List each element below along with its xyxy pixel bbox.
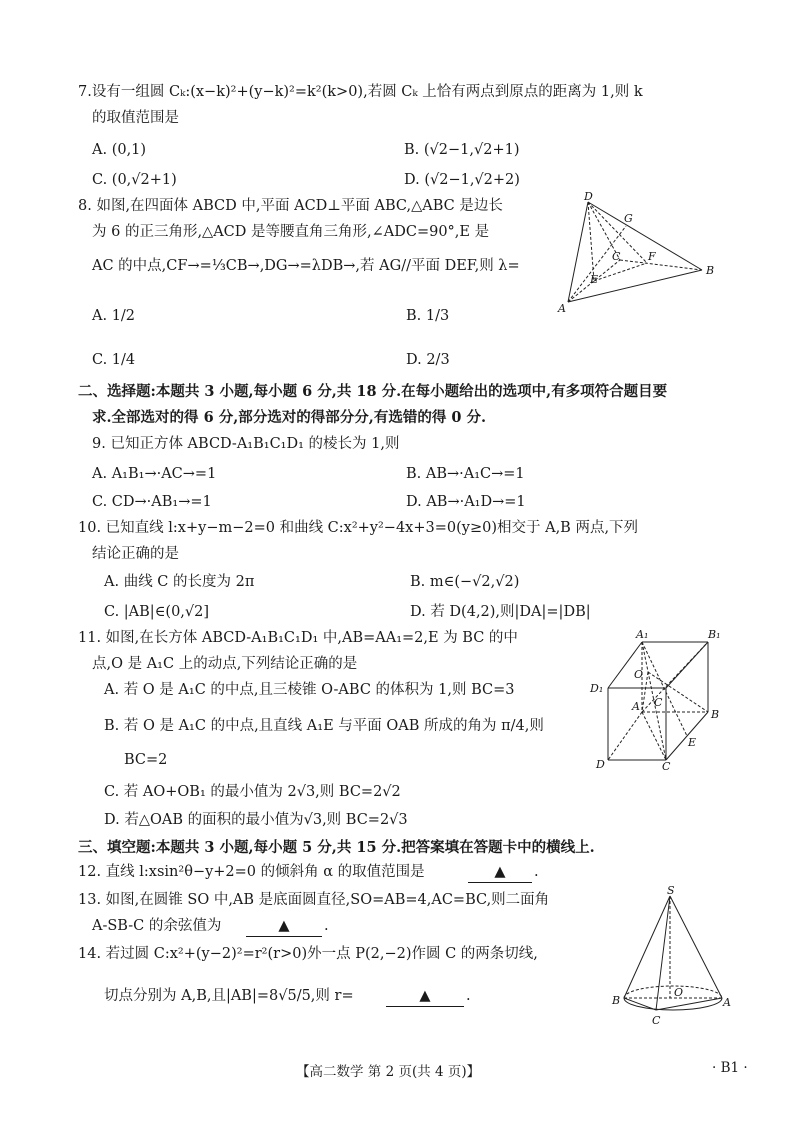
edge-db: [588, 202, 702, 270]
q7-option-c: C. (0,√2+1): [92, 172, 177, 188]
label-b: B: [706, 264, 715, 277]
q10-stem-line1: 10. 已知直线 l:x+y−m−2=0 和曲线 C:x²+y²−4x+3=0(y≥0)相交于 A,B 两点,下列: [78, 520, 639, 536]
page-footer: 【高二数学 第 2 页(共 4 页)】: [296, 1064, 481, 1080]
q8-stem-line2: 为 6 的正三角形,△ACD 是等腰直角三角形,∠ADC=90°,E 是: [92, 224, 490, 240]
label-s: S: [667, 884, 675, 897]
q11-stem-line1: 11. 如图,在长方体 ABCD-A₁B₁C₁D₁ 中,AB=AA₁=2,E 为 BC 的中: [78, 630, 518, 646]
q13-answer-blank[interactable]: ▲: [246, 916, 322, 937]
q7-option-b: B. (√2−1,√2+1): [404, 142, 520, 158]
label-b: B: [612, 994, 621, 1007]
label-c: C: [612, 250, 621, 263]
label-d: D: [584, 190, 593, 203]
q13-stem-line1: 13. 如图,在圆锥 SO 中,AB 是底面圆直径,SO=AB=4,AC=BC,则二面角: [78, 892, 550, 908]
q14-answer-blank[interactable]: ▲: [386, 986, 464, 1007]
label-o: O: [674, 986, 684, 999]
q11-option-b-line2: BC=2: [124, 752, 168, 768]
q9-option-b: B. AB→·A₁C→=1: [406, 466, 525, 482]
q8-option-d: D. 2/3: [406, 352, 450, 368]
q7-stem-line2: 的取值范围是: [92, 110, 179, 126]
q13-period: .: [324, 918, 329, 934]
q14-period: .: [466, 988, 471, 1004]
label-d1: D₁: [590, 682, 604, 695]
q9-option-c: C. CD→·AB₁→=1: [92, 494, 212, 510]
q11-option-b-line1: B. 若 O 是 A₁C 的中点,且直线 A₁E 与平面 OAB 所成的角为 π/4,则: [104, 718, 544, 734]
q9-option-d: D. AB→·A₁D→=1: [406, 494, 526, 510]
q12-stem: 12. 直线 l:xsin²θ−y+2=0 的倾斜角 α 的取值范围是: [78, 864, 425, 880]
q10-option-a: A. 曲线 C 的长度为 2π: [104, 574, 255, 590]
label-e: E: [688, 736, 697, 749]
label-g: G: [624, 212, 633, 225]
q10-option-c: C. |AB|∈(0,√2]: [104, 604, 210, 620]
q10-option-b: B. m∈(−√2,√2): [410, 574, 520, 590]
label-c1: C: [654, 696, 663, 709]
q7-option-a: A. (0,1): [92, 142, 147, 158]
q14-stem-line1: 14. 若过圆 C:x²+(y−2)²=r²(r>0)外一点 P(2,−2)作圆 C 的两条切线,: [78, 946, 538, 962]
edge-da: [568, 202, 588, 302]
label-b: B: [711, 708, 720, 721]
label-a: A: [632, 700, 640, 713]
q10-stem-line2: 结论正确的是: [92, 546, 179, 562]
label-a1: A₁: [636, 628, 649, 641]
q8-option-c: C. 1/4: [92, 352, 136, 368]
q12-period: .: [534, 864, 539, 880]
label-c: C: [662, 760, 671, 772]
tetrahedron-figure: [550, 190, 720, 320]
q7-option-d: D. (√2−1,√2+2): [404, 172, 520, 188]
q8-option-a: A. 1/2: [92, 308, 136, 324]
label-e: E: [590, 273, 599, 286]
segment-ef: [594, 263, 647, 281]
q9-stem: 9. 已知正方体 ABCD-A₁B₁C₁D₁ 的棱长为 1,则: [92, 436, 400, 452]
q12-answer-blank[interactable]: ▲: [468, 862, 532, 883]
section2-heading-line2: 求.全部选对的得 6 分,部分选对的得部分分,有选错的得 0 分.: [92, 409, 487, 426]
label-c: C: [652, 1014, 661, 1027]
label-o: O: [634, 668, 644, 681]
q11-option-c: C. 若 AO+OB₁ 的最小值为 2√3,则 BC=2√2: [104, 784, 401, 800]
cone-figure: [610, 884, 740, 1034]
label-b1: B₁: [708, 628, 721, 641]
q14-stem-line2: 切点分别为 A,B,且|AB|=8√5/5,则 r=: [104, 988, 354, 1004]
q10-option-d: D. 若 D(4,2),则|DA|=|DB|: [410, 604, 591, 620]
q11-option-a: A. 若 O 是 A₁C 的中点,且三棱锥 O-ABC 的体积为 1,则 BC=3: [104, 682, 515, 698]
q7-stem-line1: 7.设有一组圆 Cₖ:(x−k)²+(y−k)²=k²(k>0),若圆 Cₖ 上恰有两点到原点的距离为 1,则 k: [78, 84, 643, 100]
section3-heading: 三、填空题:本题共 3 小题,每小题 5 分,共 15 分.把答案填在答题卡中的横线上.: [78, 839, 595, 856]
label-a: A: [723, 996, 731, 1009]
section2-heading-line1: 二、选择题:本题共 3 小题,每小题 6 分,共 18 分.在每小题给出的选项中,有多项符合题目要: [78, 383, 668, 400]
label-d: D: [596, 758, 605, 771]
q11-option-d: D. 若△OAB 的面积的最小值为√3,则 BC=2√3: [104, 812, 408, 828]
q11-stem-line2: 点,O 是 A₁C 上的动点,下列结论正确的是: [92, 656, 358, 672]
label-f: F: [648, 250, 656, 263]
page-code: · B1 ·: [712, 1060, 748, 1076]
cuboid-figure: [586, 626, 732, 772]
q8-stem-line3: AC 的中点,CF→=⅓CB→,DG→=λDB→,若 AG//平面 DEF,则 λ=: [92, 258, 520, 274]
q9-option-a: A. A₁B₁→·AC→=1: [92, 466, 217, 482]
q8-option-b: B. 1/3: [406, 308, 450, 324]
q8-stem-line1: 8. 如图,在四面体 ABCD 中,平面 ACD⊥平面 ABC,△ABC 是边长: [78, 198, 503, 214]
label-a: A: [558, 302, 566, 315]
q13-stem-line2: A-SB-C 的余弦值为: [92, 918, 222, 934]
